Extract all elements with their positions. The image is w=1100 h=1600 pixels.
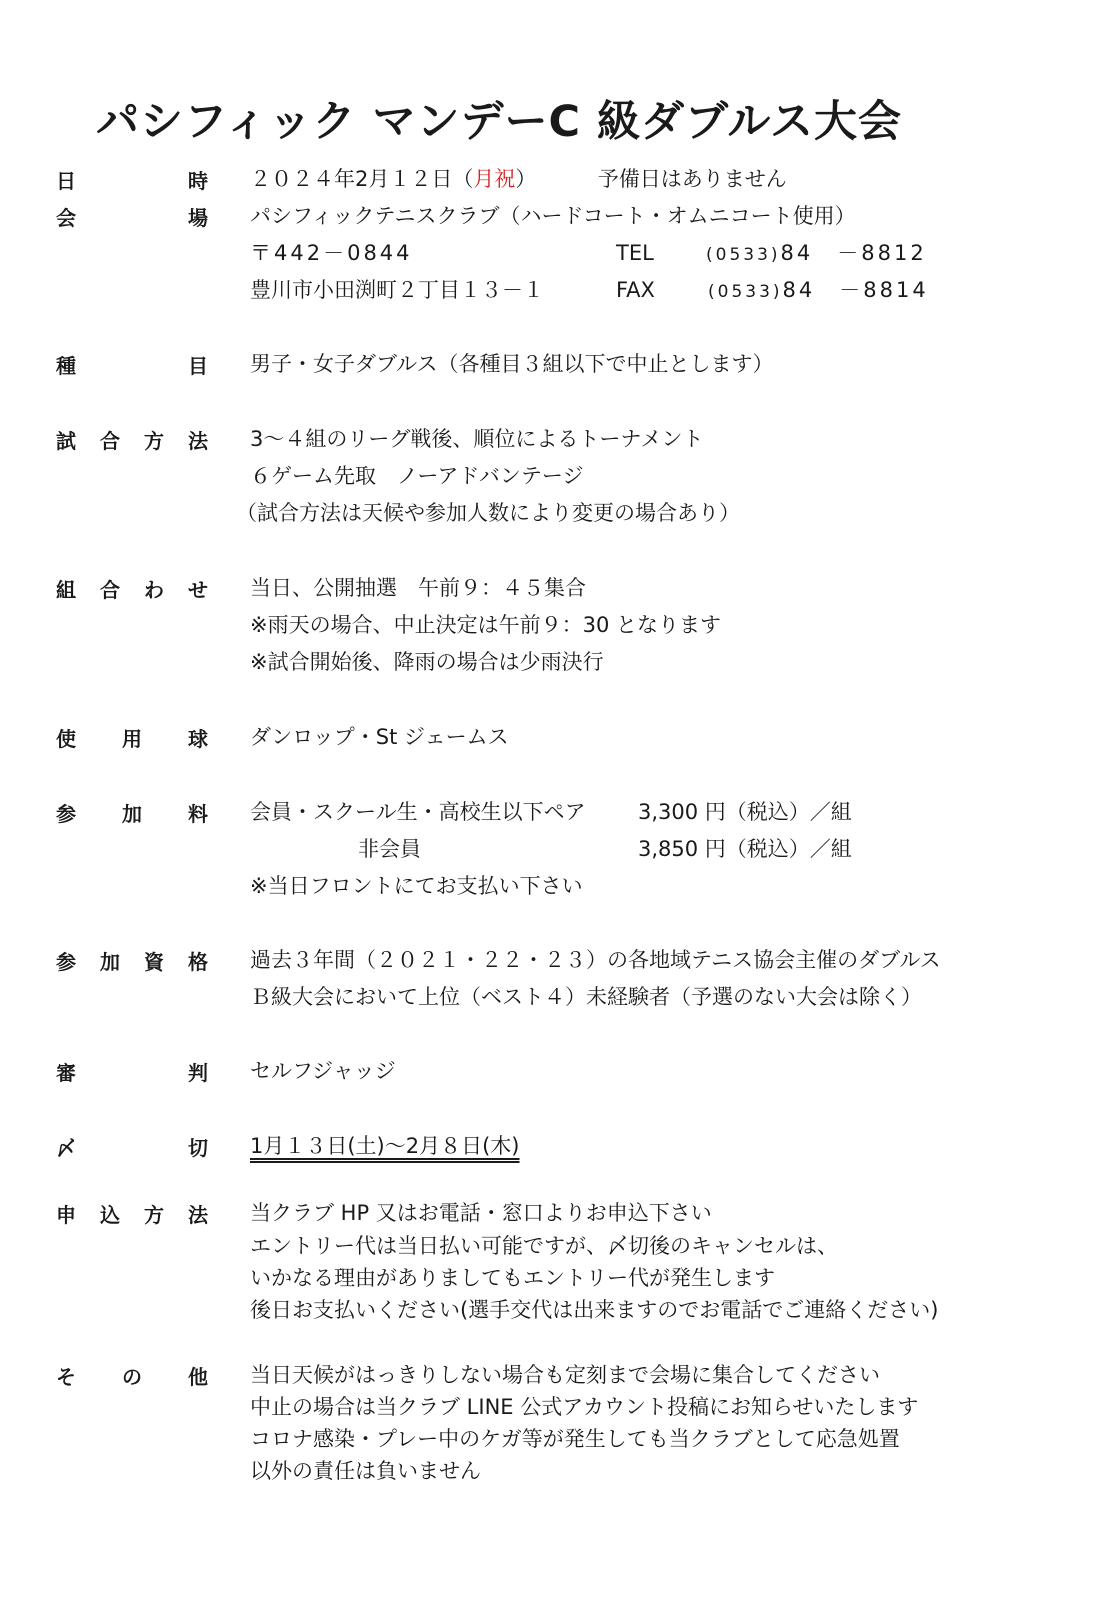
label-char: 法 [188, 1202, 208, 1227]
label-char: 加 [100, 949, 120, 974]
format-line-3: （試合方法は天候や参加人数により変更の場合あり） [236, 501, 740, 525]
label-char: 組 [56, 577, 76, 602]
label-char: せ [188, 577, 208, 602]
format-line-1: 3～４組のリーグ戦後、順位によるトーナメント [250, 427, 704, 451]
venue-name: パシフィックテニスクラブ（ハードコート・オムニコート使用） [250, 204, 856, 228]
label-char: そ [56, 1364, 76, 1389]
label-char: 方 [144, 1202, 164, 1227]
label-char: 合 [100, 577, 120, 602]
label-char: 球 [188, 726, 208, 751]
label-char: 用 [122, 726, 142, 751]
tel-area: (0533) [706, 245, 781, 265]
tel-number [706, 238, 927, 270]
label-char: 〆 [56, 1135, 76, 1160]
fax-digits: 84 －8814 [782, 278, 929, 302]
label-draw [56, 573, 208, 603]
apply-line-1: 当クラブ HP 又はお電話・窓口よりお申込下さい [250, 1201, 712, 1225]
ball-text: ダンロップ・St ジェームス [250, 725, 509, 749]
label-char: 参 [56, 949, 76, 974]
draw-line-1: 当日、公開抽選 午前９：４５集合 [250, 576, 586, 600]
apply-line-3: いかなる理由がありましてもエントリー代が発生します [250, 1266, 775, 1290]
label-other [56, 1360, 208, 1390]
other-line-1: 当日天候がはっきりしない場合も定刻まで会場に集合してください [250, 1363, 880, 1387]
label-char: 他 [188, 1364, 208, 1389]
tel-label: TEL [616, 241, 654, 265]
fee-nonmember-price: 3,850 円（税込）／組 [638, 837, 852, 861]
fee-member-price: 3,300 円（税込）／組 [638, 800, 852, 824]
eligibility-line-1: 過去３年間（２０２１・２２・２３）の各地域テニス協会主催のダブルス [250, 948, 941, 972]
event-text: 男子・女子ダブルス（各種目３組以下で中止とします） [250, 352, 774, 376]
label-char: 資 [144, 949, 164, 974]
label-char: の [122, 1364, 142, 1389]
deadline-text: 1月１３日(土)～2月８日(木) [250, 1134, 520, 1158]
fax-label: FAX [616, 278, 655, 302]
referee-text: セルフジャッジ [250, 1059, 396, 1083]
label-char: 料 [188, 801, 208, 826]
label-char: 審 [56, 1060, 76, 1085]
label-char: 試 [56, 428, 76, 453]
label-char: 方 [144, 428, 164, 453]
label-apply [56, 1198, 208, 1228]
fee-member-label: 会員・スクール生・高校生以下ペア [250, 800, 586, 824]
other-line-4: 以外の責任は負いません [250, 1459, 481, 1483]
label-char: 込 [100, 1202, 120, 1227]
eligibility-line-2: Ｂ級大会において上位（ベスト４）未経験者（予選のない大会は除く） [250, 985, 922, 1009]
label-ball [56, 722, 208, 752]
label-char: 使 [56, 726, 76, 751]
other-line-3: コロナ感染・プレー中のケガ等が発生しても当クラブとして応急処置 [250, 1427, 900, 1451]
format-line-2: ６ゲーム先取 ノーアドバンテージ [250, 464, 584, 488]
label-char: 種 [56, 353, 76, 378]
fee-nonmember-label: 非会員 [358, 837, 421, 861]
date-line [250, 164, 787, 194]
holiday-text: 月祝 [473, 167, 516, 191]
label-venue [56, 201, 208, 231]
label-deadline [56, 1131, 208, 1161]
label-eligibility [56, 945, 208, 975]
label-char: 判 [188, 1060, 208, 1085]
page-title: パシフィック マンデーC 級ダブルス大会 [96, 97, 903, 147]
apply-line-4: 後日お支払いください(選手交代は出来ますのでお電話でご連絡ください) [250, 1298, 939, 1322]
label-char: 切 [188, 1135, 208, 1160]
label-fee [56, 797, 208, 827]
label-char: 合 [100, 428, 120, 453]
label-char: 申 [56, 1202, 76, 1227]
fax-number [708, 275, 929, 307]
apply-line-2: エントリー代は当日払い可能ですが、〆切後のキャンセルは、 [250, 1234, 838, 1258]
date-text: ２０２４年2月１２日（ [250, 167, 474, 191]
venue-address: 豊川市小田渕町２丁目１３－１ [250, 278, 544, 302]
fee-note: ※当日フロントにてお支払い下さい [250, 874, 583, 898]
label-char: 目 [188, 353, 208, 378]
label-char: 場 [188, 205, 208, 230]
label-char: 加 [122, 801, 142, 826]
other-line-2: 中止の場合は当クラブ LINE 公式アカウント投稿にお知らせいたします [250, 1395, 919, 1419]
label-char: わ [144, 577, 164, 602]
label-format [56, 424, 208, 454]
label-char: 日 [56, 168, 76, 193]
date-note: 予備日はありません [597, 167, 787, 191]
label-char: 参 [56, 801, 76, 826]
venue-postal: 〒442－0844 [250, 241, 413, 265]
date-close: ） [515, 167, 537, 191]
label-date [56, 164, 208, 194]
label-event [56, 349, 208, 379]
draw-line-2: ※雨天の場合、中止決定は午前９：30 となります [250, 613, 721, 637]
tel-digits: 84 －8812 [780, 241, 927, 265]
draw-line-3: ※試合開始後、降雨の場合は少雨決行 [250, 650, 604, 674]
label-char: 会 [56, 205, 76, 230]
label-char: 時 [188, 168, 208, 193]
label-char: 格 [188, 949, 208, 974]
label-referee [56, 1056, 208, 1086]
label-char: 法 [188, 428, 208, 453]
fax-area: (0533) [708, 282, 783, 302]
